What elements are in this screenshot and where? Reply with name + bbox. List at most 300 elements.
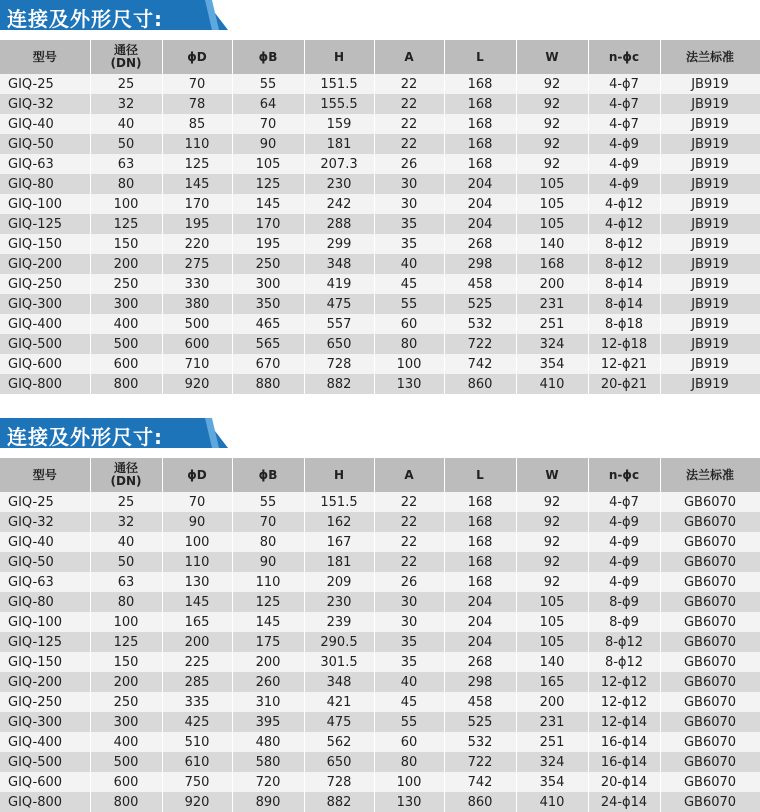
table-cell: 800 (90, 374, 162, 394)
table-row (0, 532, 760, 552)
table-cell: 55 (232, 74, 304, 94)
table-cell: GIQ-400 (0, 314, 90, 334)
table-cell: 722 (444, 334, 516, 354)
table-cell: 40 (90, 114, 162, 134)
table-cell: GIQ-80 (0, 174, 90, 194)
table-cell: 204 (444, 612, 516, 632)
table-cell: GB6070 (660, 732, 760, 752)
table-cell: JB919 (660, 114, 760, 134)
table-cell: GIQ-600 (0, 772, 90, 792)
table-cell: GIQ-600 (0, 354, 90, 374)
table-cell: 55 (374, 712, 444, 732)
table-cell: 70 (162, 492, 232, 512)
table-cell: GIQ-150 (0, 234, 90, 254)
table-row (0, 274, 760, 294)
table-cell: 354 (516, 772, 588, 792)
table-cell: 22 (374, 512, 444, 532)
table-cell: 60 (374, 314, 444, 334)
header-nominal-diameter: 通径 (DN) (90, 40, 162, 74)
table-cell: 290.5 (304, 632, 374, 652)
table-cell: 100 (374, 354, 444, 374)
table-cell: 110 (162, 552, 232, 572)
table-cell: 80 (232, 532, 304, 552)
header-phi-b: ϕB (232, 458, 304, 492)
table-cell: 670 (232, 354, 304, 374)
table-cell: JB919 (660, 354, 760, 374)
table-cell: 565 (232, 334, 304, 354)
table-cell: 151.5 (304, 492, 374, 512)
table-cell: GIQ-300 (0, 294, 90, 314)
table-row (0, 94, 760, 114)
table-cell: 16-ϕ14 (588, 752, 660, 772)
table-cell: 285 (162, 672, 232, 692)
table-row (0, 652, 760, 672)
table-cell: GB6070 (660, 512, 760, 532)
header-flange-standard: 法兰标准 (660, 458, 760, 492)
table-cell: 380 (162, 294, 232, 314)
table-cell: 250 (90, 274, 162, 294)
table-cell: 4-ϕ7 (588, 114, 660, 134)
table-cell: 4-ϕ7 (588, 94, 660, 114)
table-cell: 610 (162, 752, 232, 772)
table-cell: 288 (304, 214, 374, 234)
table-cell: 80 (90, 592, 162, 612)
table-cell: 239 (304, 612, 374, 632)
table-cell: 8-ϕ18 (588, 314, 660, 334)
table-cell: 130 (374, 374, 444, 394)
table-cell: 204 (444, 592, 516, 612)
table-cell: 298 (444, 254, 516, 274)
table-cell: 324 (516, 334, 588, 354)
table-cell: GB6070 (660, 772, 760, 792)
table-cell: 80 (374, 334, 444, 354)
header-a: A (374, 40, 444, 74)
table-cell: 268 (444, 652, 516, 672)
table-cell: 168 (444, 552, 516, 572)
table-cell: 100 (374, 772, 444, 792)
table-cell: 532 (444, 314, 516, 334)
table-cell: 251 (516, 732, 588, 752)
table-cell: 4-ϕ9 (588, 532, 660, 552)
table-cell: 231 (516, 294, 588, 314)
table-cell: 92 (516, 154, 588, 174)
table-cell: 204 (444, 194, 516, 214)
table-cell: 92 (516, 572, 588, 592)
table-cell: 181 (304, 134, 374, 154)
table-cell: 350 (232, 294, 304, 314)
table-cell: GB6070 (660, 692, 760, 712)
table-cell: 22 (374, 492, 444, 512)
table-cell: 168 (444, 512, 516, 532)
table-cell: GIQ-25 (0, 74, 90, 94)
header-n-phi-c: n-ϕc (588, 40, 660, 74)
table-cell: 200 (90, 254, 162, 274)
table-cell: 525 (444, 294, 516, 314)
header-h: H (304, 40, 374, 74)
table-cell: 45 (374, 274, 444, 294)
table-cell: 195 (162, 214, 232, 234)
table-cell: 100 (90, 194, 162, 214)
table-cell: 162 (304, 512, 374, 532)
header-a: A (374, 458, 444, 492)
table-cell: 181 (304, 552, 374, 572)
table-cell: 145 (232, 612, 304, 632)
table-row (0, 692, 760, 712)
table-cell: GB6070 (660, 532, 760, 552)
table-cell: 8-ϕ9 (588, 612, 660, 632)
table-cell: 250 (232, 254, 304, 274)
table-cell: 25 (90, 74, 162, 94)
table-cell: 170 (162, 194, 232, 214)
table-cell: 92 (516, 134, 588, 154)
table-cell: 4-ϕ9 (588, 154, 660, 174)
table-cell: 348 (304, 672, 374, 692)
table-cell: 12-ϕ14 (588, 712, 660, 732)
table-cell: 150 (90, 652, 162, 672)
table-cell: 421 (304, 692, 374, 712)
table-cell: 168 (444, 154, 516, 174)
table-cell: JB919 (660, 334, 760, 354)
table-cell: 8-ϕ14 (588, 274, 660, 294)
header-phi-b: ϕB (232, 40, 304, 74)
table-cell: 4-ϕ9 (588, 572, 660, 592)
table-cell: 500 (90, 334, 162, 354)
table-cell: 600 (90, 772, 162, 792)
table-cell: JB919 (660, 134, 760, 154)
table-cell: 60 (374, 732, 444, 752)
table-cell: 168 (444, 114, 516, 134)
header-flange-standard: 法兰标准 (660, 40, 760, 74)
table-cell: 742 (444, 354, 516, 374)
table-cell: GIQ-150 (0, 652, 90, 672)
table-row (0, 672, 760, 692)
table-row (0, 752, 760, 772)
table-cell: 230 (304, 592, 374, 612)
table-cell: 580 (232, 752, 304, 772)
table-cell: 22 (374, 74, 444, 94)
table-cell: 32 (90, 94, 162, 114)
table-cell: 231 (516, 712, 588, 732)
table-cell: 532 (444, 732, 516, 752)
table-cell: 890 (232, 792, 304, 812)
table-cell: 168 (444, 134, 516, 154)
table-cell: GB6070 (660, 492, 760, 512)
table-cell: 175 (232, 632, 304, 652)
table-cell: 100 (162, 532, 232, 552)
table-row (0, 572, 760, 592)
table-cell: 410 (516, 374, 588, 394)
section-gb6070 (0, 418, 760, 812)
table-cell: GIQ-80 (0, 592, 90, 612)
table-cell: 159 (304, 114, 374, 134)
table-cell: GIQ-50 (0, 134, 90, 154)
table-cell: 168 (444, 532, 516, 552)
table-cell: 105 (516, 612, 588, 632)
table-row (0, 114, 760, 134)
table-cell: 30 (374, 612, 444, 632)
table-cell: GIQ-800 (0, 374, 90, 394)
table-cell: GIQ-125 (0, 632, 90, 652)
table-cell: GIQ-250 (0, 274, 90, 294)
table-row (0, 632, 760, 652)
table-cell: 4-ϕ9 (588, 512, 660, 532)
table-row (0, 592, 760, 612)
table-cell: 140 (516, 234, 588, 254)
dimensions-table (0, 40, 760, 394)
table-cell: 20-ϕ14 (588, 772, 660, 792)
table-cell: 348 (304, 254, 374, 274)
table-cell: 92 (516, 74, 588, 94)
table-cell: 40 (374, 672, 444, 692)
table-cell: JB919 (660, 314, 760, 334)
table-cell: 4-ϕ12 (588, 194, 660, 214)
table-cell: JB919 (660, 234, 760, 254)
table-cell: 4-ϕ9 (588, 552, 660, 572)
table-cell: 230 (304, 174, 374, 194)
table-row (0, 732, 760, 752)
table-cell: 475 (304, 294, 374, 314)
table-cell: GIQ-500 (0, 334, 90, 354)
table-cell: 242 (304, 194, 374, 214)
table-cell: 800 (90, 792, 162, 812)
table-cell: 92 (516, 532, 588, 552)
header-phi-d: ϕD (162, 40, 232, 74)
table-cell: 200 (516, 274, 588, 294)
section-banner (0, 0, 760, 40)
table-cell: 330 (162, 274, 232, 294)
table-row (0, 492, 760, 512)
table-cell: 35 (374, 652, 444, 672)
section-jb919 (0, 0, 760, 394)
table-cell: 92 (516, 114, 588, 134)
table-cell: 742 (444, 772, 516, 792)
table-cell: 26 (374, 154, 444, 174)
table-cell: 64 (232, 94, 304, 114)
table-cell: 92 (516, 552, 588, 572)
table-cell: 105 (516, 632, 588, 652)
table-cell: GIQ-32 (0, 512, 90, 532)
table-cell: 30 (374, 174, 444, 194)
table-row (0, 712, 760, 732)
table-cell: GIQ-200 (0, 672, 90, 692)
header-phi-d: ϕD (162, 458, 232, 492)
table-cell: 145 (162, 174, 232, 194)
table-cell: 145 (162, 592, 232, 612)
table-cell: 8-ϕ14 (588, 294, 660, 314)
table-cell: 22 (374, 134, 444, 154)
table-cell: GB6070 (660, 572, 760, 592)
table-cell: 168 (444, 94, 516, 114)
header-model: 型号 (0, 458, 90, 492)
table-cell: 167 (304, 532, 374, 552)
table-cell: 207.3 (304, 154, 374, 174)
table-cell: 110 (232, 572, 304, 592)
table-cell: 80 (374, 752, 444, 772)
table-cell: 395 (232, 712, 304, 732)
section-banner (0, 418, 760, 458)
table-row (0, 612, 760, 632)
table-cell: 204 (444, 632, 516, 652)
table-cell: 225 (162, 652, 232, 672)
table-cell: 354 (516, 354, 588, 374)
table-cell: 90 (232, 134, 304, 154)
table-cell: 105 (516, 194, 588, 214)
table-cell: 16-ϕ14 (588, 732, 660, 752)
table-cell: 130 (162, 572, 232, 592)
table-cell: 168 (444, 572, 516, 592)
table-cell: 92 (516, 512, 588, 532)
table-cell: 204 (444, 214, 516, 234)
table-cell: 204 (444, 174, 516, 194)
table-cell: 722 (444, 752, 516, 772)
header-n-phi-c: n-ϕc (588, 458, 660, 492)
table-cell: 250 (90, 692, 162, 712)
table-cell: 400 (90, 314, 162, 334)
table-row (0, 314, 760, 334)
table-cell: 40 (374, 254, 444, 274)
table-cell: 200 (162, 632, 232, 652)
table-cell: 40 (90, 532, 162, 552)
table-cell: 301.5 (304, 652, 374, 672)
table-cell: JB919 (660, 174, 760, 194)
table-cell: 425 (162, 712, 232, 732)
table-row (0, 772, 760, 792)
table-cell: GIQ-250 (0, 692, 90, 712)
table-row (0, 174, 760, 194)
table-cell: 170 (232, 214, 304, 234)
table-cell: GB6070 (660, 552, 760, 572)
table-cell: GIQ-40 (0, 114, 90, 134)
table-cell: 728 (304, 772, 374, 792)
table-cell: 8-ϕ12 (588, 234, 660, 254)
table-cell: 275 (162, 254, 232, 274)
section-title: 连接及外形尺寸: (7, 425, 163, 449)
table-cell: JB919 (660, 294, 760, 314)
table-cell: GIQ-25 (0, 492, 90, 512)
table-row (0, 74, 760, 94)
table-cell: 8-ϕ12 (588, 632, 660, 652)
table-cell: JB919 (660, 374, 760, 394)
table-cell: 728 (304, 354, 374, 374)
table-cell: GIQ-40 (0, 532, 90, 552)
table-cell: 650 (304, 334, 374, 354)
table-cell: GB6070 (660, 712, 760, 732)
table-cell: 260 (232, 672, 304, 692)
table-cell: 8-ϕ12 (588, 254, 660, 274)
table-cell: 70 (162, 74, 232, 94)
table-cell: 650 (304, 752, 374, 772)
table-cell: JB919 (660, 254, 760, 274)
table-cell: 22 (374, 94, 444, 114)
table-cell: 200 (90, 672, 162, 692)
table-cell: 419 (304, 274, 374, 294)
table-row (0, 234, 760, 254)
table-cell: 299 (304, 234, 374, 254)
table-cell: GB6070 (660, 632, 760, 652)
table-cell: 22 (374, 114, 444, 134)
header-w: W (516, 458, 588, 492)
table-row (0, 792, 760, 812)
table-cell: 168 (516, 254, 588, 274)
table-cell: 30 (374, 194, 444, 214)
table-cell: 335 (162, 692, 232, 712)
table-cell: 78 (162, 94, 232, 114)
table-cell: 750 (162, 772, 232, 792)
table-row (0, 512, 760, 532)
table-cell: JB919 (660, 94, 760, 114)
table-row (0, 552, 760, 572)
table-cell: 500 (90, 752, 162, 772)
table-cell: 220 (162, 234, 232, 254)
table-cell: 105 (232, 154, 304, 174)
header-l: L (444, 458, 516, 492)
table-cell: 12-ϕ18 (588, 334, 660, 354)
table-cell: 510 (162, 732, 232, 752)
table-cell: JB919 (660, 154, 760, 174)
table-cell: 410 (516, 792, 588, 812)
table-cell: 155.5 (304, 94, 374, 114)
header-h: H (304, 458, 374, 492)
table-cell: GB6070 (660, 672, 760, 692)
table-cell: 85 (162, 114, 232, 134)
table-cell: 100 (90, 612, 162, 632)
table-cell: 150 (90, 234, 162, 254)
table-cell: 165 (162, 612, 232, 632)
table-cell: GIQ-200 (0, 254, 90, 274)
table-cell: 300 (90, 712, 162, 732)
table-cell: 63 (90, 154, 162, 174)
table-cell: 22 (374, 552, 444, 572)
table-cell: GIQ-800 (0, 792, 90, 812)
table-cell: 882 (304, 792, 374, 812)
table-cell: GIQ-300 (0, 712, 90, 732)
table-cell: 4-ϕ9 (588, 134, 660, 154)
table-cell: GB6070 (660, 612, 760, 632)
table-cell: 35 (374, 632, 444, 652)
table-cell: 25 (90, 492, 162, 512)
table-cell: 324 (516, 752, 588, 772)
table-cell: GIQ-100 (0, 194, 90, 214)
table-cell: 525 (444, 712, 516, 732)
header-model: 型号 (0, 40, 90, 74)
table-cell: JB919 (660, 194, 760, 214)
table-cell: 557 (304, 314, 374, 334)
table-cell: 720 (232, 772, 304, 792)
table-cell: 475 (304, 712, 374, 732)
table-cell: 168 (444, 492, 516, 512)
table-cell: 130 (374, 792, 444, 812)
table-row (0, 194, 760, 214)
table-cell: 12-ϕ21 (588, 354, 660, 374)
table-cell: 105 (516, 214, 588, 234)
table-cell: JB919 (660, 274, 760, 294)
table-row (0, 214, 760, 234)
table-cell: GIQ-500 (0, 752, 90, 772)
table-cell: 55 (232, 492, 304, 512)
table-row (0, 334, 760, 354)
table-cell: 125 (90, 632, 162, 652)
table-cell: 458 (444, 692, 516, 712)
table-cell: GIQ-63 (0, 154, 90, 174)
table-cell: GIQ-63 (0, 572, 90, 592)
table-cell: 151.5 (304, 74, 374, 94)
table-cell: 50 (90, 134, 162, 154)
table-cell: 920 (162, 792, 232, 812)
table-cell: 860 (444, 374, 516, 394)
table-cell: 882 (304, 374, 374, 394)
table-cell: GIQ-400 (0, 732, 90, 752)
table-cell: 45 (374, 692, 444, 712)
